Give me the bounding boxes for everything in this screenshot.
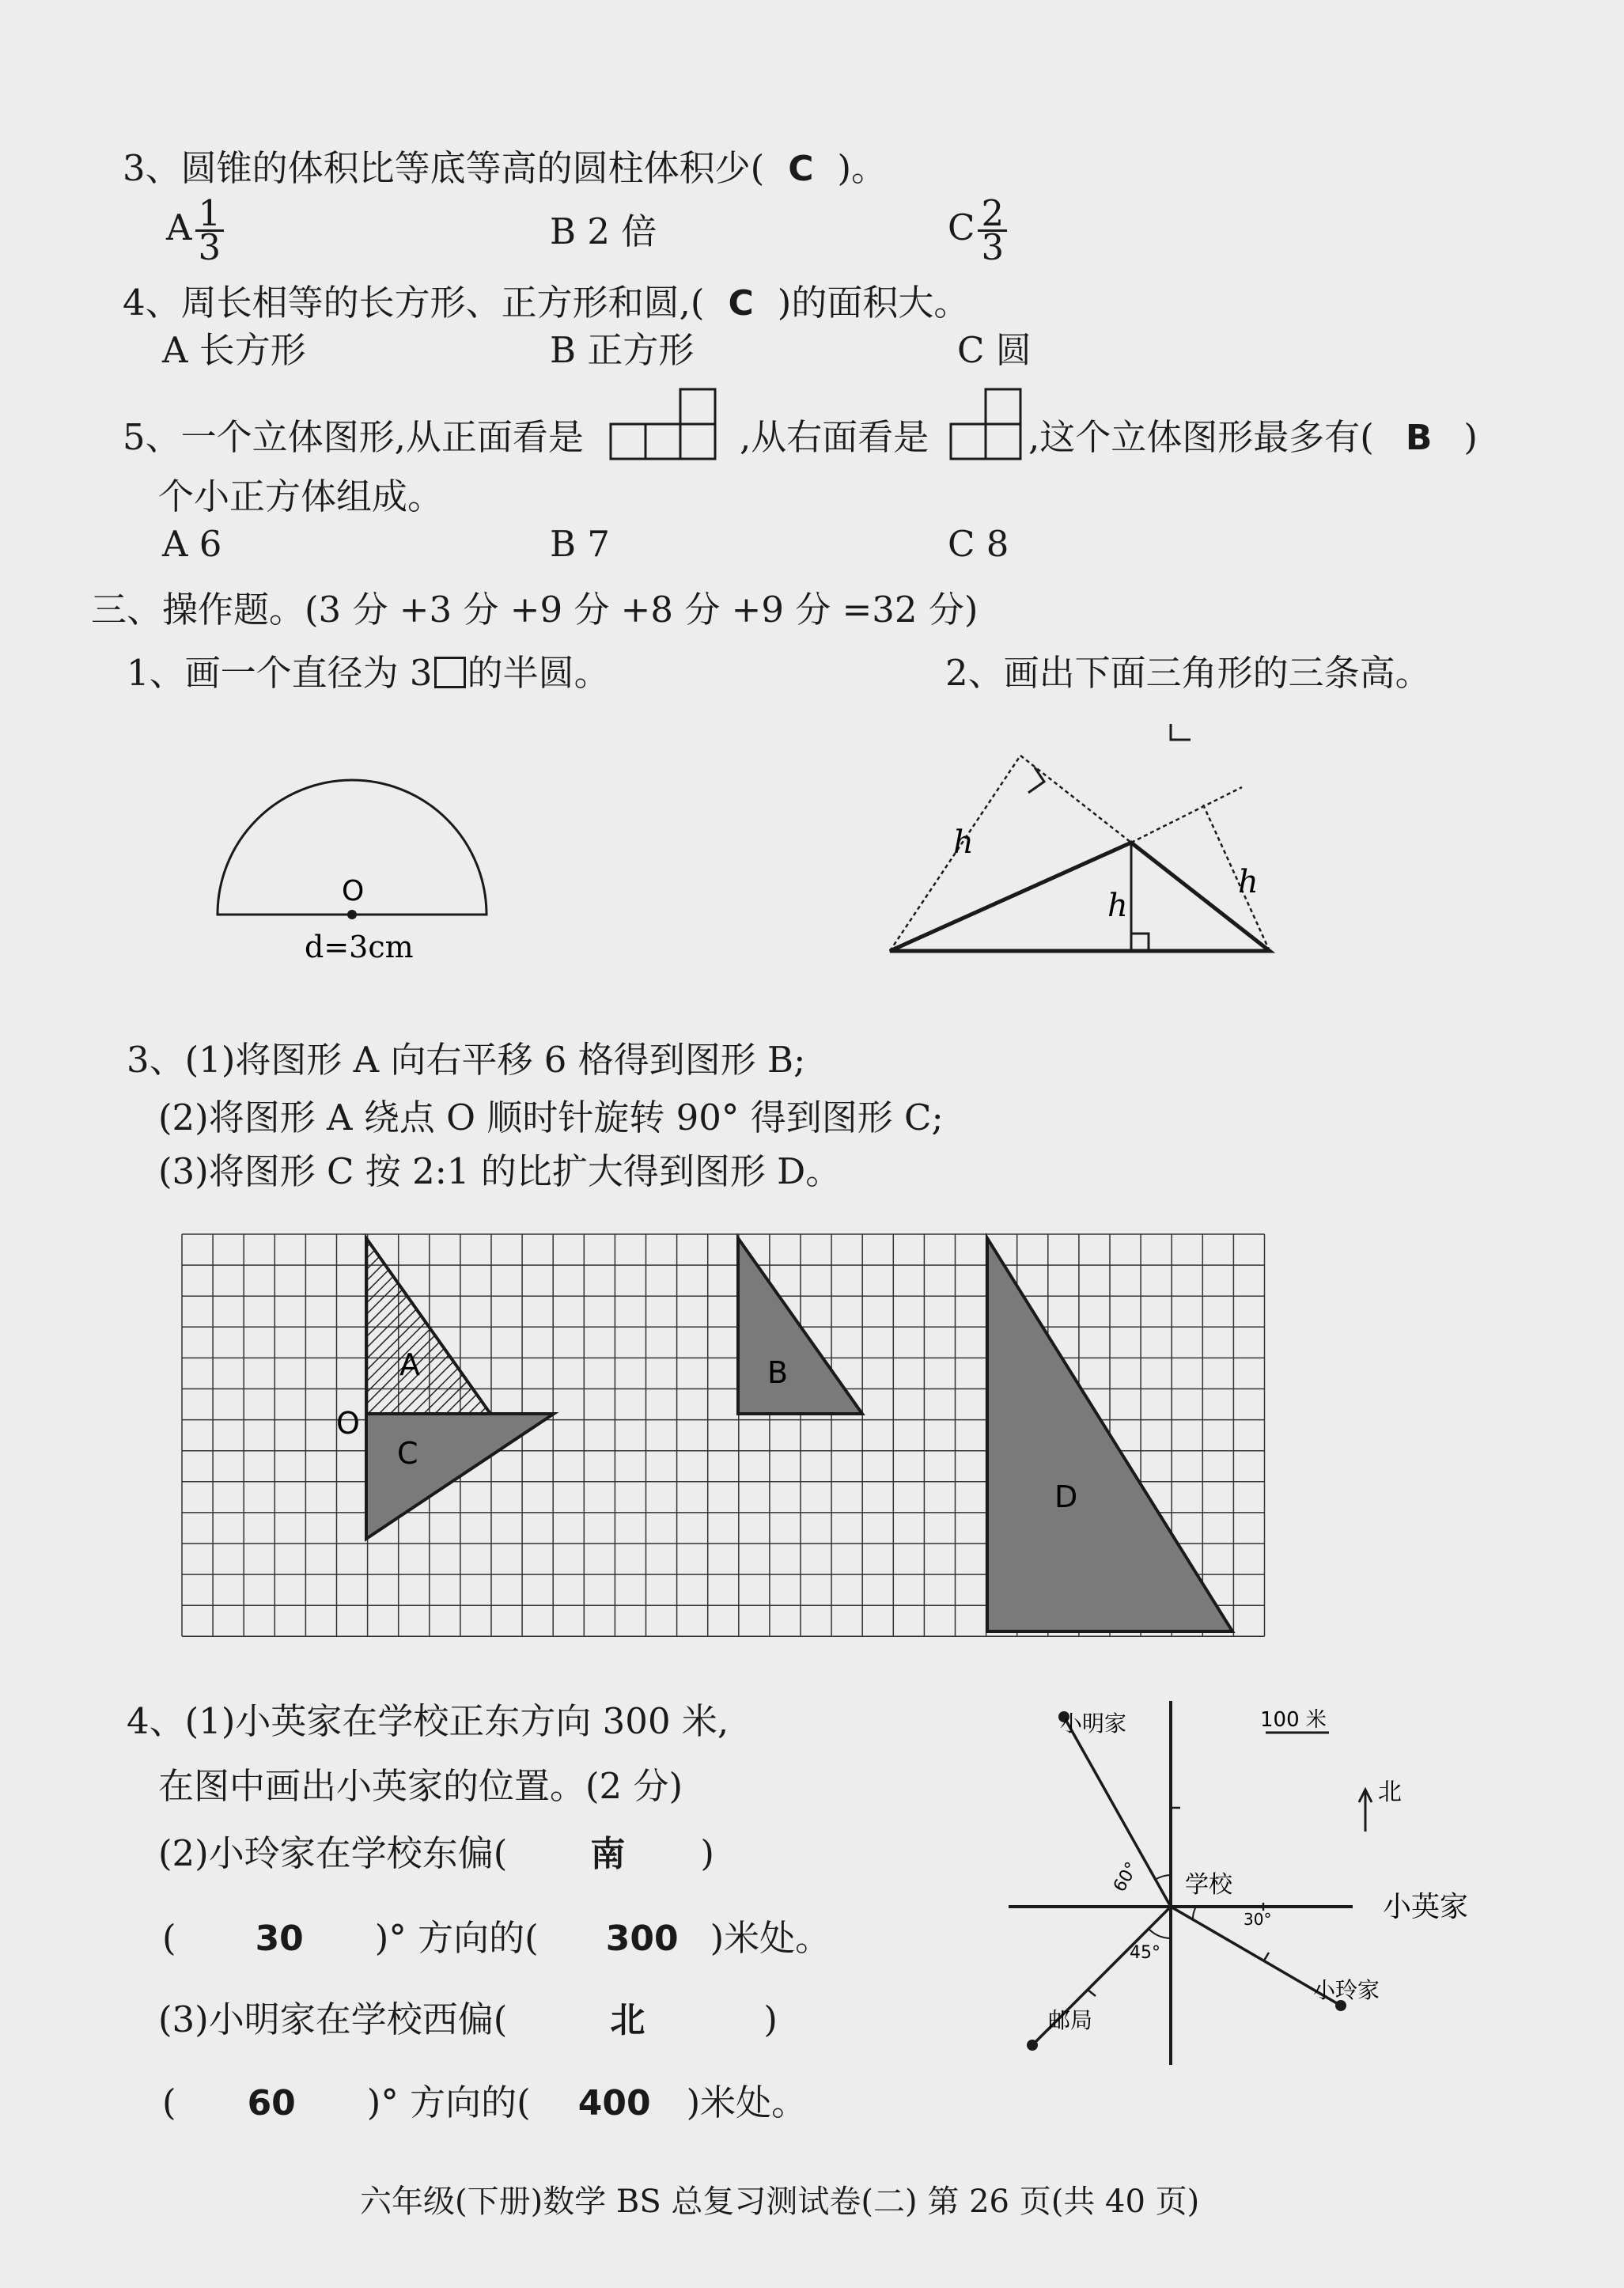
- q4-option-b: B 正方形: [550, 329, 695, 371]
- ans-degree-2: 60: [247, 2083, 296, 2123]
- q5-answer: B: [1405, 418, 1433, 458]
- op4-line2: 在图中画出小英家的位置。(2 分): [158, 1765, 683, 1807]
- height-label-left: h: [953, 824, 974, 861]
- label-a: A: [399, 1347, 420, 1382]
- diameter-label: d=3cm: [305, 930, 414, 964]
- q5-option-a: A 6: [162, 523, 222, 565]
- fraction-one-third: $\frac{1}{3}$: [195, 198, 225, 263]
- q4-line: 4、周长相等的长方形、正方形和圆,( C )的面积大。: [123, 282, 970, 324]
- map-post-label: 邮局: [1048, 2007, 1093, 2033]
- label-b: B: [767, 1355, 789, 1390]
- q5-text-a: 5、一个立体图形,从正面看是: [123, 416, 584, 458]
- ans-degree-1: 30: [255, 1919, 304, 1959]
- q5-option-b: B 7: [550, 523, 611, 565]
- q5-line: ,这个立体图形最多有( B ): [1028, 416, 1478, 458]
- semicircle-figure: [206, 760, 498, 973]
- q4-answer: C: [728, 283, 754, 324]
- page-footer: 六年级(下册)数学 BS 总复习测试卷(二) 第 26 页(共 40 页): [360, 2184, 1200, 2220]
- front-view-figure: [609, 386, 720, 462]
- q4-option-a: A 长方形: [162, 329, 306, 371]
- op3-line3: (3)将图形 C 按 2:1 的比扩大得到图形 D。: [158, 1150, 842, 1192]
- op4-line5: (3)小明家在学校西偏( 北 ): [158, 1998, 778, 2040]
- q5-option-c: C 8: [948, 523, 1009, 565]
- grid-transform-figure: [174, 1226, 1305, 1661]
- q5-text-b: ,从右面看是: [740, 416, 929, 458]
- height-label-middle: h: [1107, 888, 1128, 924]
- direction-map: [997, 1685, 1550, 2081]
- op4-line6: ( 60 )° 方向的( 400 )米处。: [162, 2082, 808, 2123]
- map-angle-45: 45°: [1130, 1943, 1160, 1963]
- q3-option-c: C $\frac{2}{3}$: [948, 198, 1007, 263]
- label-o: O: [336, 1406, 360, 1441]
- q5-line2: 个小正方体组成。: [158, 475, 444, 517]
- map-xiaoming-label: 小明家: [1060, 1710, 1127, 1737]
- op3-line2: (2)将图形 A 绕点 O 顺时针旋转 90° 得到图形 C;: [158, 1097, 944, 1138]
- ans-distance-1: 300: [605, 1919, 679, 1959]
- map-north-label: 北: [1378, 1779, 1402, 1806]
- label-d: D: [1054, 1479, 1078, 1514]
- q3-answer: C: [788, 149, 814, 189]
- shape-a: [366, 1238, 490, 1414]
- map-school-label: 学校: [1185, 1871, 1232, 1899]
- section-title: 三、操作题。(3 分 +3 分 +9 分 +8 分 +9 分 =32 分): [91, 589, 979, 631]
- blank-box: [434, 657, 466, 688]
- q3-option-a: A $\frac{1}{3}$: [166, 198, 224, 263]
- map-xiaoling-label: 小玲家: [1313, 1977, 1380, 2003]
- triangle-altitudes-figure: [870, 712, 1281, 973]
- op4-line1: 4、(1)小英家在学校正东方向 300 米,: [127, 1700, 729, 1742]
- height-label-right: h: [1238, 864, 1259, 900]
- op4-line3: (2)小玲家在学校东偏( 南 ): [158, 1832, 714, 1874]
- op3-line1: 3、(1)将图形 A 向右平移 6 格得到图形 B;: [127, 1039, 806, 1081]
- op1-line: 1、画一个直径为 3 的半圆。: [127, 652, 610, 694]
- op2-line: 2、画出下面三角形的三条高。: [945, 652, 1431, 694]
- ans-direction-1: 南: [590, 1834, 626, 1874]
- ans-direction-2: 北: [610, 2000, 645, 2040]
- label-c: C: [397, 1436, 418, 1471]
- fraction-two-thirds: $\frac{2}{3}$: [978, 198, 1007, 263]
- ans-distance-2: 400: [577, 2083, 651, 2123]
- q4-option-c: C 圆: [957, 329, 1032, 371]
- right-view-figure: [949, 386, 1025, 462]
- center-label: O: [342, 875, 365, 907]
- map-angle-30: 30°: [1244, 1910, 1272, 1929]
- map-xiaoying-label: 小英家: [1383, 1891, 1469, 1923]
- op4-line4: ( 30 )° 方向的( 300 )米处。: [162, 1917, 831, 1959]
- q3-option-b: B 2 倍: [550, 210, 657, 252]
- map-angle-60: 60°: [1110, 1858, 1143, 1896]
- map-scale-label: 100 米: [1260, 1708, 1327, 1732]
- q3-line: 3、圆锥的体积比等底等高的圆柱体积少( C )。: [123, 147, 888, 189]
